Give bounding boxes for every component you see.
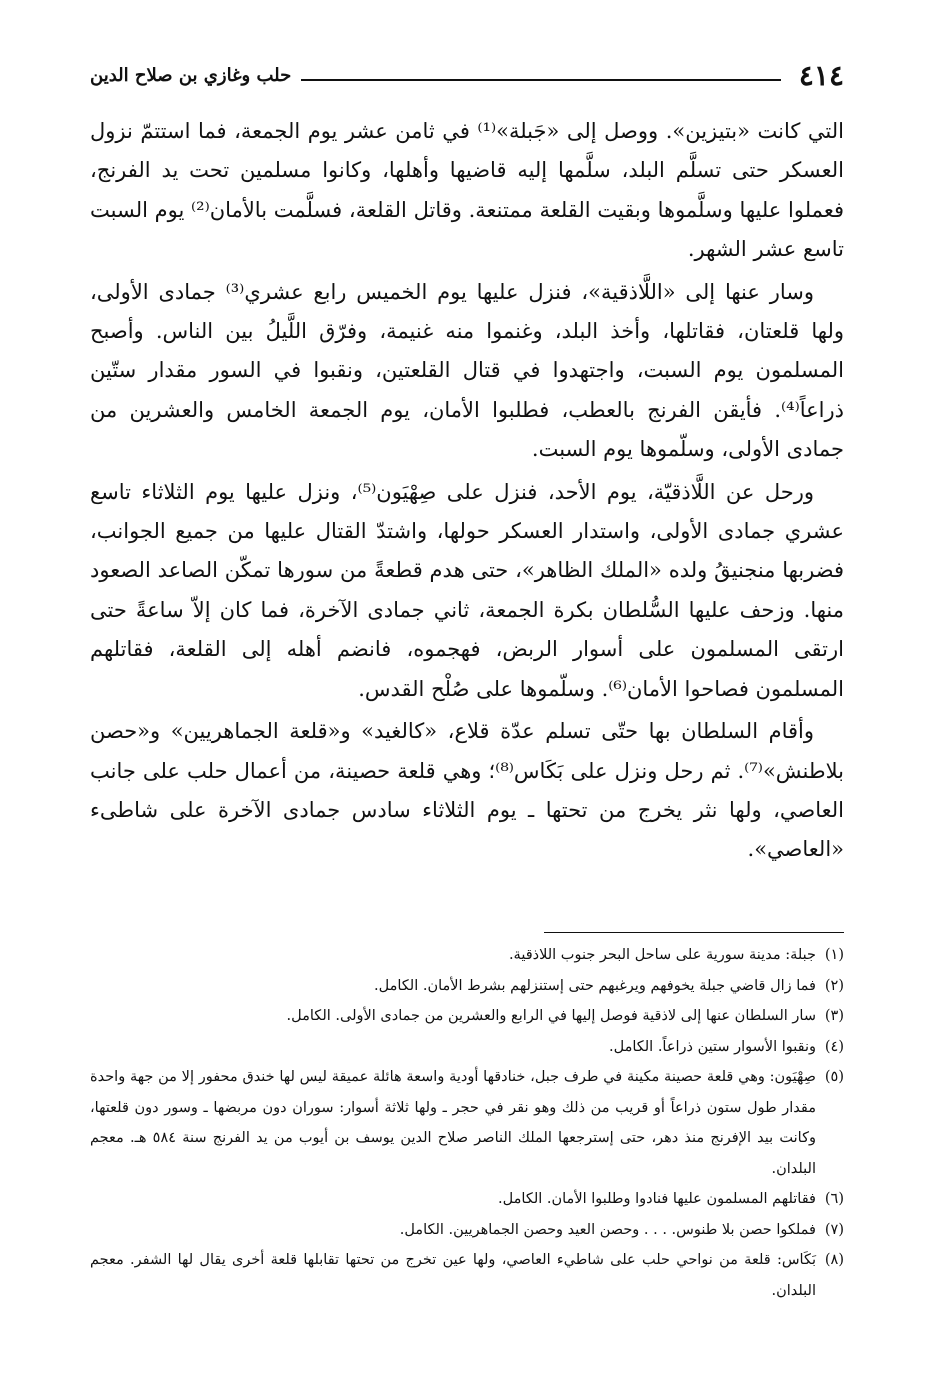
footnote-text: جبلة: مدينة سورية على ساحل البحر جنوب اللاذقية. [508, 947, 816, 963]
footnote-number: (٨) [824, 1252, 844, 1268]
page-number: ٤١٤ [798, 59, 844, 92]
footnote-number: (١) [824, 947, 844, 963]
footnote-number: (٥) [824, 1069, 844, 1085]
paragraph-1: التي كانت «بتيزين». ووصل إلى «جَبلة»⁽¹⁾ في ثامن عشر يوم الجمعة، فما استتمّ نزول العسكر حتى تسلَّم البلد، سلَّمها إليه قاضيها وأهلها، وكانوا مسلمين تحت يد الفرنج، فعملوا عليها وسلَّموها وبقيت القلعة ممتنعة. وقاتل القلعة، فسلَّمت بالأمان⁽²⁾ يوم السبت تاسع عشر الشهر. [90, 119, 844, 262]
running-title: حلب وغازي بن صلاح الدين [90, 65, 292, 86]
header-rule [301, 79, 781, 81]
footnote-text: ونقبوا الأسوار ستين ذراعاً. الكامل. [608, 1038, 816, 1055]
footnote-6 [90, 1184, 844, 1215]
footnote-2 [90, 971, 844, 1002]
footnote-text: سار السلطان عنها إلى لاذقية فوصل إليها في الرابع والعشرين من جمادى الأولى. الكامل. [286, 1008, 816, 1024]
footnote-text: بَكَاس: قلعة من نواحي حلب على شاطيء العاصي، ولها عين تخرج من تحتها تقابلها قلعة أخرى يقال لها الشفر. معجم البلدان. [90, 1252, 816, 1299]
footnote-7 [90, 1215, 844, 1246]
footnote-text: فما زال قاضي جبلة يخوفهم ويرغبهم حتى إستنزلهم بشرط الأمان. الكامل. [374, 977, 816, 994]
footnote-1 [90, 940, 844, 971]
paragraph-3: ورحل عن اللَّاذقيّة، يوم الأحد، فنزل على صِهْيَون⁽⁵⁾، ونزل عليها يوم الثلاثاء تاسع عشري جمادى الأولى، واستدار العسكر حولها، واشتدّ القتال عليها من جميع الجوانب، فضربها منجنيقُ ولده «الملك الظاهر»، حتى هدم قطعةً من سورها تمكّن الصاعد الصعود منها. وزحف عليها السُّلطان بكرة الجمعة، ثاني جمادى الآخرة، فما كان إلاّ ساعةً حتى ارتقى المسلمون على أسوار الربض، فهجموه، فانضم أهله إلى القلعة، فقاتلهم المسلمون فصاحوا الأمان⁽⁶⁾. وسلّموها على صُلْح القدس. [90, 479, 844, 701]
footnote-number: (٧) [824, 1221, 844, 1238]
footnote-3 [90, 1001, 844, 1032]
footnote-8 [90, 1245, 844, 1306]
main-text [90, 112, 844, 870]
footnote-text: فملكوا حصن بلا طنوس. . . . وحصن العيد وحصن الجماهريين. الكامل. [399, 1221, 816, 1238]
paragraph-4: وأقام السلطان بها حتّى تسلم عدّة قلاع، «كالغيد» و«قلعة الجماهريين» و«حصن بلاطنش»⁽⁷⁾. ثم رحل ونزل على بَكَاس⁽⁸⁾؛ وهي قلعة حصينة، من أعمال حلب على جانب العاصي، ولها نثر يخرج من تحتها ـ يوم الثلاثاء سادس جمادى الآخرة على شاطىء «العاصي». [90, 719, 844, 862]
footnote-4 [90, 1032, 844, 1063]
footnote-5 [90, 1062, 844, 1184]
footnote-separator [544, 932, 844, 933]
footnote-number: (٦) [824, 1191, 844, 1207]
running-header [90, 58, 844, 94]
footnotes [90, 940, 844, 1306]
footnote-text: صِهْيَون: وهي قلعة حصينة مكينة في طرف جبل، خنادقها أودية واسعة هائلة عميقة ليس لها خندق محفور إلا من جهة واحدة مقدار طول ستون ذراعاً أو قريب من ذلك وهو نقر في حجر ـ ولها ثلاثة أسوار: سوران دون مربضها ـ وسور دون قلعتها، وكانت بيد الإفرنج منذ دهر، حتى إسترجعها الملك الناصر صلاح الدين يوسف بن أيوب من يد الفرنج سنة ٥٨٤ هـ. معجم البلدان. [90, 1069, 816, 1177]
footnote-number: (٢) [824, 977, 844, 994]
footnote-number: (٤) [824, 1038, 844, 1055]
footnote-number: (٣) [824, 1008, 844, 1024]
footnote-text: فقاتلهم المسلمون عليها فنادوا وطلبوا الأمان. الكامل. [498, 1191, 816, 1207]
paragraph-2: وسار عنها إلى «اللَّاذقية»، فنزل عليها يوم الخميس رابع عشري⁽³⁾ جمادى الأولى، ولها قلعتان، فقاتلها، وأخذ البلد، وغنموا منه غنيمة، وفرّق اللَّيلُ بين الناس. وأصبح المسلمون يوم السبت، واجتهدوا في قتال القلعتين، ونقبوا في السور مقدار ستّين ذراعاً⁽⁴⁾. فأيقن الفرنج بالعطب، فطلبوا الأمان، يوم الجمعة الخامس والعشرين من جمادى الأولى، وسلّموها يوم السبت. [90, 279, 844, 462]
